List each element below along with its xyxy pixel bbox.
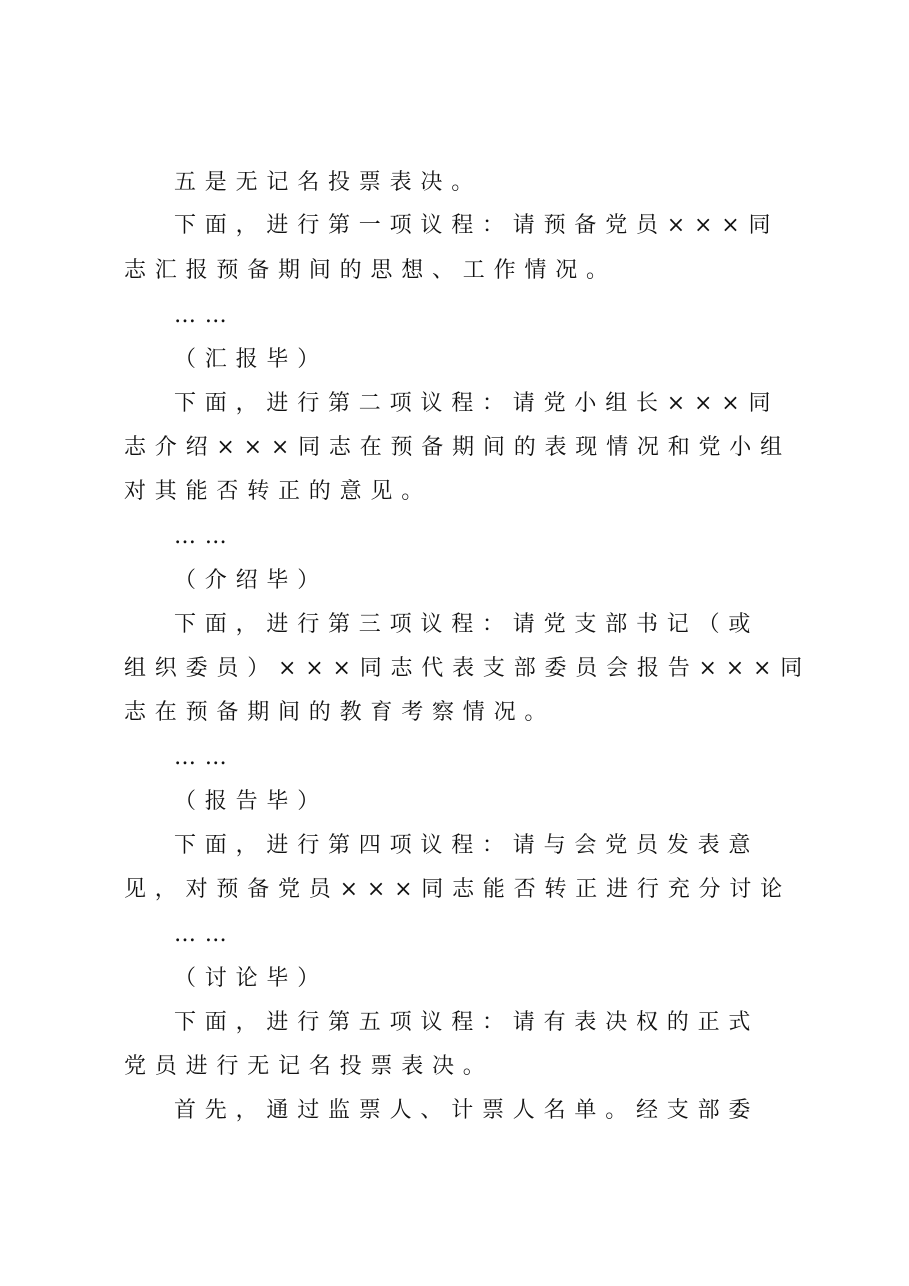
paragraph-line: 下面，进行第四项议程：请与会党员发表意 — [174, 833, 760, 858]
paragraph-line: 下面，进行第二项议程：请党小组长×××同 — [174, 391, 780, 416]
ellipsis-line: …… — [174, 524, 236, 549]
paragraph-line: （报告毕） — [174, 789, 329, 814]
paragraph-line: 对其能否转正的意见。 — [124, 479, 433, 504]
paragraph-line: 志在预备期间的教育考察情况。 — [124, 700, 556, 725]
paragraph-line: 组织委员）×××同志代表支部委员会报告×××同 — [124, 656, 812, 681]
ellipsis-line: …… — [174, 745, 236, 770]
paragraph-line: 志汇报预备期间的思想、工作情况。 — [124, 258, 617, 283]
paragraph-line: 见，对预备党员×××同志能否转正进行充分讨论 — [124, 877, 791, 902]
paragraph-line: 志介绍×××同志在预备期间的表现情况和党小组 — [124, 435, 791, 460]
paragraph-line: （讨论毕） — [174, 966, 329, 991]
paragraph-line: 下面，进行第一项议程：请预备党员×××同 — [174, 213, 780, 238]
ellipsis-line: …… — [174, 303, 236, 328]
paragraph-line: 五是无记名投票表决。 — [174, 170, 483, 195]
paragraph-line: （汇报毕） — [174, 347, 329, 372]
paragraph-line: （介绍毕） — [174, 568, 329, 593]
paragraph-line: 下面，进行第三项议程：请党支部书记（或 — [174, 612, 760, 637]
ellipsis-line: …… — [174, 922, 236, 947]
paragraph-line: 党员进行无记名投票表决。 — [124, 1054, 494, 1079]
paragraph-line: 首先，通过监票人、计票人名单。经支部委 — [174, 1098, 760, 1123]
paragraph-line: 下面，进行第五项议程：请有表决权的正式 — [174, 1010, 760, 1035]
